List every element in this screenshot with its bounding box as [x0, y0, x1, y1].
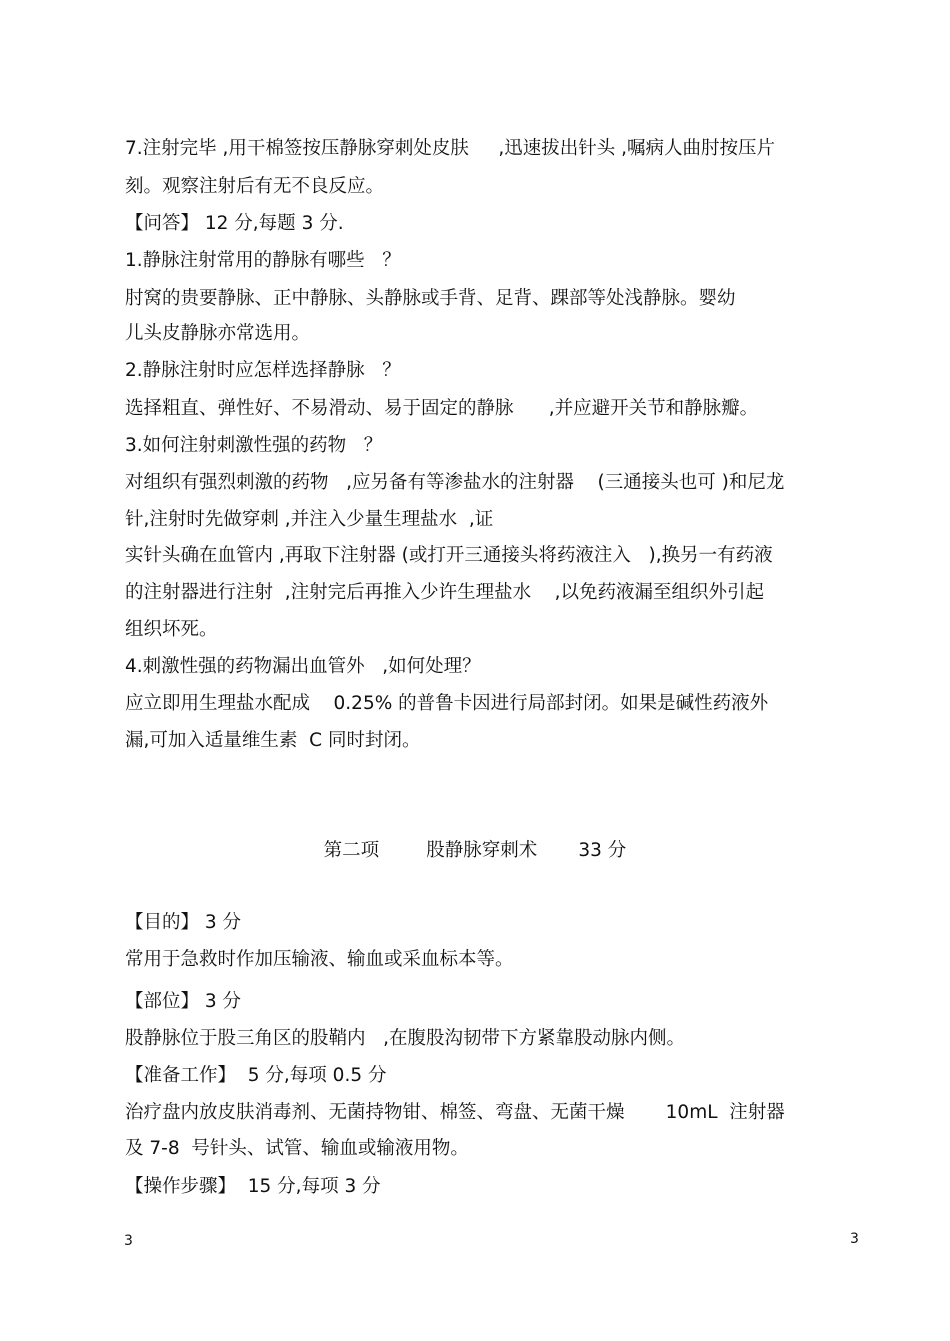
answer-line: 应立即用生理盐水配成 0.25% 的普鲁卡因进行局部封闭。如果是碱性药液外 — [125, 693, 769, 714]
answer-line: 肘窝的贵要静脉、正中静脉、头静脉或手背、足背、踝部等处浅静脉。婴幼 — [125, 288, 736, 309]
text-line: 刻。观察注射后有无不良反应。 — [125, 176, 385, 197]
section-title: 第二项 股静脉穿刺术 33 分 — [323, 840, 627, 861]
answer-line: 选择粗直、弹性好、不易滑动、易于固定的静脉 ,并应避开关节和静脉瓣。 — [125, 398, 759, 419]
page-number-right: 3 — [850, 1231, 859, 1247]
text-line: 股静脉位于股三角区的股鞘内 ,在腹股沟韧带下方紧靠股动脉内侧。 — [125, 1028, 686, 1049]
section-heading: 【目的】 3 分 — [125, 912, 242, 933]
answer-line: 实针头确在血管内 ,再取下注射器 (或打开三通接头将药液注入 ),换另一有药液 — [125, 545, 773, 566]
section-heading: 【问答】 12 分,每题 3 分. — [125, 213, 344, 234]
answer-line: 组织坏死。 — [125, 619, 218, 640]
text-line: 7.注射完毕 ,用干棉签按压静脉穿刺处皮肤 ,迅速拔出针头 ,嘱病人曲肘按压片 — [125, 138, 775, 159]
question: 2.静脉注射时应怎样选择静脉 ？ — [125, 360, 401, 381]
answer-line: 儿头皮静脉亦常选用。 — [125, 323, 311, 344]
answer-line: 对组织有强烈刺激的药物 ,应另备有等渗盐水的注射器 (三通接头也可 )和尼龙 — [125, 472, 785, 493]
section-heading: 【部位】 3 分 — [125, 991, 242, 1012]
section-heading: 【准备工作】 5 分,每项 0.5 分 — [125, 1065, 387, 1086]
answer-line: 针,注射时先做穿刺 ,并注入少量生理盐水 ,证 — [125, 509, 494, 530]
question: 1.静脉注射常用的静脉有哪些 ？ — [125, 250, 401, 271]
section-heading: 【操作步骤】 15 分,每项 3 分 — [125, 1176, 381, 1197]
answer-line: 的注射器进行注射 ,注射完后再推入少许生理盐水 ,以免药液漏至组织外引起 — [125, 582, 765, 603]
page-number-left: 3 — [124, 1233, 133, 1249]
text-line: 常用于急救时作加压输液、输血或采血标本等。 — [125, 949, 514, 970]
text-line: 及 7-8 号针头、试管、输血或输液用物。 — [125, 1138, 469, 1159]
answer-line: 漏,可加入适量维生素 C 同时封闭。 — [125, 730, 421, 751]
question: 3.如何注射刺激性强的药物 ？ — [125, 435, 383, 456]
text-line: 治疗盘内放皮肤消毒剂、无菌持物钳、棉签、弯盘、无菌干燥 10mL 注射器 — [125, 1102, 785, 1123]
question: 4.刺激性强的药物漏出血管外 ,如何处理？ — [125, 656, 481, 677]
